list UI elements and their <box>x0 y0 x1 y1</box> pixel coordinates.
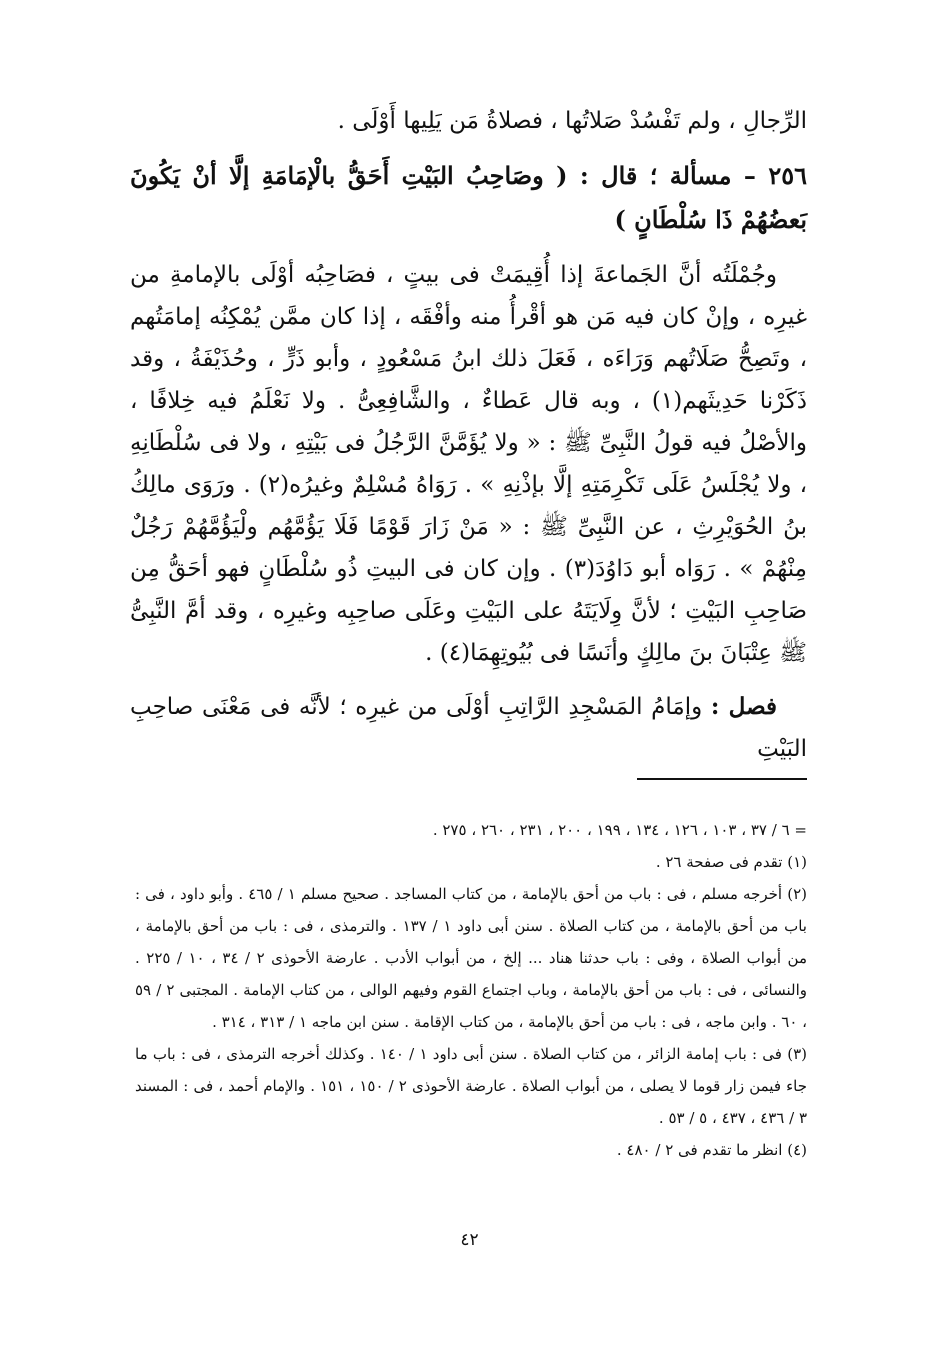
footnote-divider <box>637 778 807 780</box>
page-number: ٤٢ <box>460 1230 479 1250</box>
issue-heading: ٢٥٦ – مسألة ؛ قال : ( وصَاحِبُ البَيْتِ أَحَقُّ بالْإمَامَةِ إلَّا أنْ يَكُونَ بَعضُهُمْ ذَا سُلْطَانٍ ) <box>130 161 807 234</box>
fasl-label: فصل : <box>710 693 778 720</box>
fasl-paragraph <box>130 686 807 770</box>
fasl-text: وإمَامُ المَسْجِدِ الرَّاتِبِ أوْلَى من غيرِه ؛ لأنَّه فى مَعْنَى صاحِبِ البَيْتِ <box>130 694 807 762</box>
continued-line: الرِّجالِ ، ولم تَفْسُدْ صَلاتُها ، فصلاةُ مَن يَلِيها أَوْلَى . <box>337 108 807 134</box>
paragraph-explanation: وجُمْلَتُه أنَّ الجَماعةَ إذا أُقِيمَتْ فى بيتٍ ، فصَاحِبُه أوْلَى بالإمامةِ من غيرِه ، وإنْ كان فيه مَن هو أقْرأُ منه وأفْقَه ، إذا كان ممَّن يُمْكِنُه إمامَتُهم ، وتَصِحُّ صَلَاتُهم وَرَاءَه ، فَعَلَ ذلك ابنُ مَسْعُودٍ ، وأبو ذَرٍّ ، وحُذَيْفَةُ ، وقد ذَكَرْنا حَدِيثَهم(١) ، وبه قال عَطاءٌ ، والشَّافِعِىُّ . ولا نَعْلَمُ فيه خِلافًا ، والأصْلُ فيه قولُ النَّبِىِّ ﷺ : « ولا يُؤَمَّنَّ الرَّجُلُ فى بَيْتِهِ ، ولا فى سُلْطَانِهِ ، ولا يُجْلَسُ عَلَى تَكْرِمَتِهِ إلَّا بإذْنِهِ » . رَوَاهُ مُسْلِمٌ وغيرُه(٢) . ورَوَى مالِكُ بنُ الحُوَيْرِثِ ، عن النَّبِىِّ ﷺ : « مَنْ زَارَ قَوْمًا فَلَا يَؤُمَّهُم ولْيَؤُمَّهُمْ رَجُلٌ مِنْهُمْ » . رَوَاه أبو دَاوُدَ(٣) . وإن كان فى البيتِ ذُو سُلْطَانٍ فهو أحَقُّ مِن صَاحِبِ البَيْتِ ؛ لأنَّ وِلَايَتَهُ على البَيْتِ وعَلَى صاحِبِه وغيرِه ، وقد أمَّ النَّبِىُّ ﷺ عِتْبَانَ بنَ مالِكٍ وأنَسًا فى بُيُوتِهِمَا(٤) . <box>130 262 807 666</box>
footnote-4: (٤) انظر ما تقدم فى ٢ / ٤٨٠ . <box>616 1141 807 1159</box>
footnote-2: (٢) أخرجه مسلم ، فى : باب من أحق بالإمامة ، من كتاب المساجد . صحيح مسلم ١ / ٤٦٥ . وأبو داود ، فى : باب من أحق بالإمامة ، من كتاب الصلاة . سنن أبى داود ١ / ١٣٧ . والترمذى ، فى : باب من أحق بالإمامة ، من أبواب الصلاة ، وفى : باب حدثنا هناد ... إلخ ، من أبواب الأدب . عارضة الأحوذى ٢ / ٣٤ ، ١٠ / ٢٢٥ . والنسائى ، فى : باب من أحق بالإمامة ، وباب اجتماع القوم وفيهم الوالى ، من كتاب الإمامة . المجتبى ٢ / ٥٩ ، ٦٠ . وابن ماجه ، فى : باب من أحق بالإمامة ، من كتاب الإقامة . سنن ابن ماجه ١ / ٣١٣ ، ٣١٤ . <box>135 885 807 1031</box>
main-text <box>130 100 807 782</box>
footnotes <box>135 814 807 1166</box>
footnote-1: (١) تقدم فى صفحة ٢٦ . <box>655 853 807 871</box>
footnote-continuation: = ٦ / ٣٧ ، ١٠٣ ، ١٢٦ ، ١٣٤ ، ١٩٩ ، ٢٠٠ ، ٢٣١ ، ٢٦٠ ، ٢٧٥ . <box>432 821 807 839</box>
footnote-3: (٣) فى : باب إمامة الزائر ، من كتاب الصلاة . سنن أبى داود ١ / ١٤٠ . وكذلك أخرجه الترمذى ، فى : باب ما جاء فيمن زار قوما لا يصلى ، من أبواب الصلاة . عارضة الأحوذى ٢ / ١٥٠ ، ١٥١ . والإمام أحمد ، فى : المسند ٣ / ٤٣٦ ، ٤٣٧ ، ٥ / ٥٣ . <box>135 1045 807 1127</box>
